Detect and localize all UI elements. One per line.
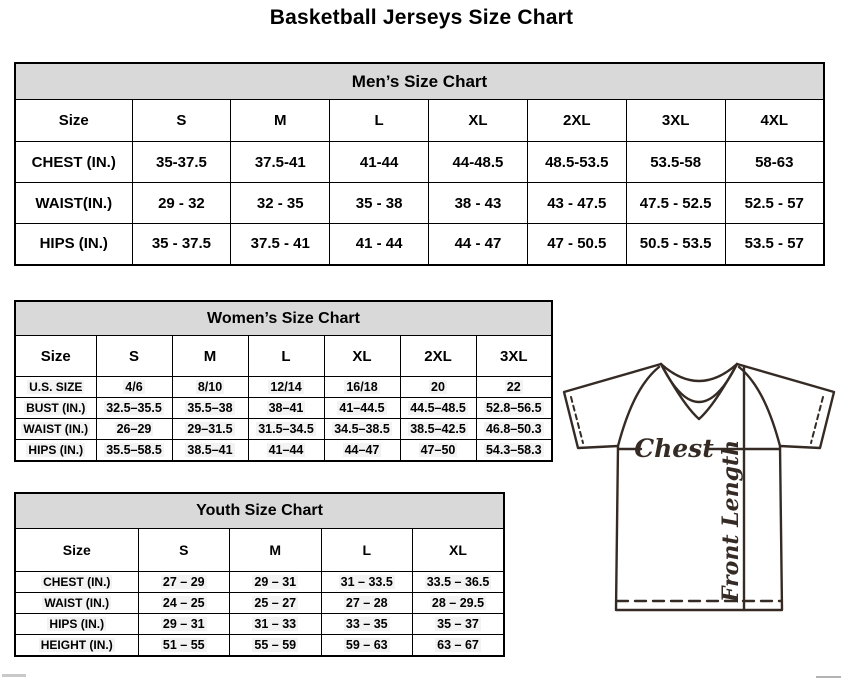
value-cell	[429, 183, 528, 224]
value-cell	[172, 377, 248, 398]
value-cell	[132, 224, 231, 265]
value-cell	[725, 183, 824, 224]
value-cell	[96, 398, 172, 419]
cell-value: 38.5–41	[187, 442, 233, 457]
value-cell	[476, 398, 552, 419]
value-cell	[413, 635, 505, 656]
cell-value: 44-48.5	[452, 153, 504, 171]
value-cell	[725, 224, 824, 265]
value-cell	[248, 419, 324, 440]
cell-value: 35 – 37	[437, 617, 479, 631]
value-cell	[230, 614, 322, 635]
row-label: CHEST (IN.)	[43, 575, 111, 589]
row-label-cell	[15, 572, 138, 593]
row-label-cell	[15, 398, 96, 419]
cell-value: 27 – 28	[345, 596, 388, 610]
row-label: BUST (IN.)	[26, 401, 86, 415]
row-label: HIPS (IN.)	[39, 235, 108, 253]
value-cell	[230, 593, 322, 614]
womens-column-header: L	[248, 336, 324, 377]
cell-value: 41 - 44	[355, 235, 403, 253]
value-cell	[413, 572, 505, 593]
value-cell	[527, 224, 626, 265]
mens-column-header: Size	[15, 100, 132, 142]
table-row	[15, 440, 552, 461]
cell-value: 32 - 35	[256, 194, 304, 212]
womens-column-header: S	[96, 336, 172, 377]
table-row	[15, 398, 552, 419]
table-row	[15, 419, 552, 440]
value-cell	[96, 377, 172, 398]
cell-value: 33.5 – 36.5	[426, 575, 490, 589]
value-cell	[400, 377, 476, 398]
value-cell	[429, 142, 528, 183]
value-cell	[330, 224, 429, 265]
cell-value: 41–44.5	[339, 401, 385, 415]
cell-value: 27 – 29	[162, 575, 205, 589]
crop-artifact-left	[2, 674, 26, 677]
cell-value: 52.8–56.5	[485, 401, 542, 415]
cell-value: 31 – 33	[254, 617, 297, 631]
womens-column-header: XL	[324, 336, 400, 377]
value-cell	[400, 398, 476, 419]
row-label-cell	[15, 183, 132, 224]
collar-top-band	[661, 364, 737, 381]
value-cell	[527, 183, 626, 224]
row-label-cell	[15, 614, 138, 635]
cell-value: 8/10	[197, 380, 223, 394]
youth-title-row	[15, 493, 504, 529]
youth-column-header: XL	[413, 529, 505, 572]
value-cell	[321, 572, 413, 593]
youth-chart-title: Youth Size Chart	[15, 493, 504, 529]
row-label-cell	[15, 224, 132, 265]
value-cell	[138, 593, 230, 614]
row-label: HIPS (IN.)	[28, 442, 84, 457]
value-cell	[231, 224, 330, 265]
row-label-cell	[15, 377, 96, 398]
cell-value: 47 - 50.5	[547, 235, 607, 253]
cell-value: 47–50	[420, 442, 456, 457]
value-cell	[429, 224, 528, 265]
value-cell	[626, 224, 725, 265]
cell-value: 48.5-53.5	[545, 153, 609, 171]
mens-title-row	[15, 63, 824, 100]
cell-value: 54.3–58.3	[485, 442, 542, 457]
row-label-cell	[15, 635, 138, 656]
cell-value: 20	[431, 380, 445, 394]
cell-value: 50.5 - 53.5	[639, 235, 712, 253]
table-row	[15, 142, 824, 183]
cell-value: 24 – 25	[162, 596, 205, 610]
youth-column-header: M	[230, 529, 322, 572]
cell-value: 22	[506, 380, 521, 394]
value-cell	[324, 419, 400, 440]
mens-size-chart	[14, 62, 825, 266]
cell-value: 38–41	[268, 401, 304, 415]
mens-column-header: XL	[429, 100, 528, 142]
cell-value: 35.5–38	[187, 401, 233, 415]
table-row	[15, 614, 504, 635]
table-row	[15, 635, 504, 656]
cell-value: 44 - 47	[454, 235, 502, 253]
value-cell	[321, 635, 413, 656]
youth-column-header-row	[15, 529, 504, 572]
womens-column-header: 3XL	[476, 336, 552, 377]
row-label: WAIST (IN.)	[44, 596, 110, 610]
row-label: WAIST(IN.)	[35, 194, 113, 212]
right-sleeve-hem-dashed	[811, 397, 823, 443]
value-cell	[413, 593, 505, 614]
cell-value: 41-44	[359, 153, 399, 171]
womens-size-chart	[14, 300, 553, 462]
mens-column-header: L	[330, 100, 429, 142]
cell-value: 29 – 31	[254, 575, 297, 589]
cell-value: 29 – 31	[162, 617, 205, 631]
value-cell	[476, 419, 552, 440]
cell-value: 35-37.5	[155, 153, 207, 171]
cell-value: 55 – 59	[254, 637, 297, 652]
cell-value: 43 - 47.5	[547, 194, 607, 212]
table-row	[15, 572, 504, 593]
value-cell	[321, 593, 413, 614]
cell-value: 4/6	[125, 380, 143, 394]
cell-value: 16/18	[346, 380, 378, 394]
cell-value: 32.5–35.5	[106, 401, 162, 415]
cell-value: 25 – 27	[254, 596, 297, 610]
womens-chart-title: Women’s Size Chart	[15, 301, 552, 336]
value-cell	[138, 635, 230, 656]
cell-value: 34.5–38.5	[334, 422, 390, 436]
womens-column-header: M	[172, 336, 248, 377]
mens-column-header: 3XL	[626, 100, 725, 142]
cell-value: 53.5 - 57	[744, 235, 804, 253]
youth-column-header: Size	[15, 529, 138, 572]
value-cell	[172, 419, 248, 440]
value-cell	[324, 398, 400, 419]
cell-value: 51 – 55	[162, 637, 205, 652]
value-cell	[248, 377, 324, 398]
value-cell	[400, 419, 476, 440]
value-cell	[527, 142, 626, 183]
value-cell	[96, 440, 172, 461]
cell-value: 33 – 35	[345, 617, 388, 631]
value-cell	[96, 419, 172, 440]
value-cell	[321, 614, 413, 635]
cell-value: 59 – 63	[345, 637, 388, 652]
value-cell	[725, 142, 824, 183]
page-title: Basketball Jerseys Size Chart	[269, 6, 574, 29]
table-row	[15, 224, 824, 265]
mens-column-header: 4XL	[725, 100, 824, 142]
row-label: WAIST (IN.)	[23, 422, 89, 436]
cell-value: 35 - 37.5	[151, 235, 212, 253]
jersey-measurement-diagram	[554, 356, 840, 624]
value-cell	[230, 572, 322, 593]
value-cell	[138, 572, 230, 593]
cell-value: 12/14	[270, 380, 302, 394]
front-length-label: Front Length	[718, 439, 744, 603]
value-cell	[172, 398, 248, 419]
value-cell	[248, 398, 324, 419]
chest-label: Chest	[634, 434, 714, 463]
cell-value: 35.5–58.5	[106, 442, 162, 457]
cell-value: 31.5–34.5	[258, 422, 314, 436]
value-cell	[172, 440, 248, 461]
value-cell	[138, 614, 230, 635]
value-cell	[330, 142, 429, 183]
row-label: HIPS (IN.)	[49, 617, 105, 631]
cell-value: 46.8–50.3	[485, 422, 542, 436]
value-cell	[626, 142, 725, 183]
value-cell	[230, 635, 322, 656]
youth-column-header: S	[138, 529, 230, 572]
value-cell	[324, 377, 400, 398]
cell-value: 28 – 29.5	[431, 596, 485, 610]
cell-value: 38.5–42.5	[410, 422, 466, 436]
table-row	[15, 593, 504, 614]
cell-value: 38 - 43	[454, 194, 502, 212]
cell-value: 29–31.5	[187, 422, 233, 436]
row-label-cell	[15, 593, 138, 614]
value-cell	[476, 377, 552, 398]
youth-column-header: L	[321, 529, 413, 572]
cell-value: 26–29	[116, 422, 152, 436]
cell-value: 37.5-41	[254, 153, 306, 171]
value-cell	[132, 183, 231, 224]
womens-column-header-row	[15, 336, 552, 377]
row-label: CHEST (IN.)	[31, 153, 116, 171]
value-cell	[231, 183, 330, 224]
mens-column-header: S	[132, 100, 231, 142]
row-label-cell	[15, 440, 96, 461]
mens-column-header: 2XL	[527, 100, 626, 142]
mens-chart-title: Men’s Size Chart	[15, 63, 824, 100]
value-cell	[330, 183, 429, 224]
womens-column-header: Size	[15, 336, 96, 377]
row-label-cell	[15, 142, 132, 183]
value-cell	[400, 440, 476, 461]
cell-value: 31 – 33.5	[340, 575, 393, 589]
row-label-cell	[15, 419, 96, 440]
row-label: U.S. SIZE	[29, 380, 83, 394]
value-cell	[626, 183, 725, 224]
value-cell	[324, 440, 400, 461]
row-label: HEIGHT (IN.)	[40, 637, 113, 652]
table-row	[15, 377, 552, 398]
cell-value: 41–44	[268, 442, 304, 457]
left-sleeve-hem-dashed	[571, 397, 583, 443]
womens-title-row	[15, 301, 552, 336]
mens-column-header-row	[15, 100, 824, 142]
cell-value: 37.5 - 41	[250, 235, 310, 253]
cell-value: 47.5 - 52.5	[639, 194, 712, 212]
cell-value: 44.5–48.5	[410, 401, 466, 415]
cell-value: 52.5 - 57	[744, 194, 804, 212]
cell-value: 29 - 32	[158, 194, 205, 212]
cell-value: 58-63	[755, 153, 794, 171]
value-cell	[248, 440, 324, 461]
mens-column-header: M	[231, 100, 330, 142]
youth-size-chart	[14, 492, 505, 657]
cell-value: 53.5-58	[650, 153, 702, 171]
cell-value: 44–47	[344, 442, 380, 457]
womens-column-header: 2XL	[400, 336, 476, 377]
value-cell	[413, 614, 505, 635]
table-row	[15, 183, 824, 224]
cell-value: 35 - 38	[355, 194, 403, 212]
crop-artifact-right	[816, 676, 841, 678]
value-cell	[231, 142, 330, 183]
value-cell	[476, 440, 552, 461]
value-cell	[132, 142, 231, 183]
jersey-diagram-svg	[554, 356, 840, 624]
cell-value: 63 – 67	[437, 637, 479, 652]
